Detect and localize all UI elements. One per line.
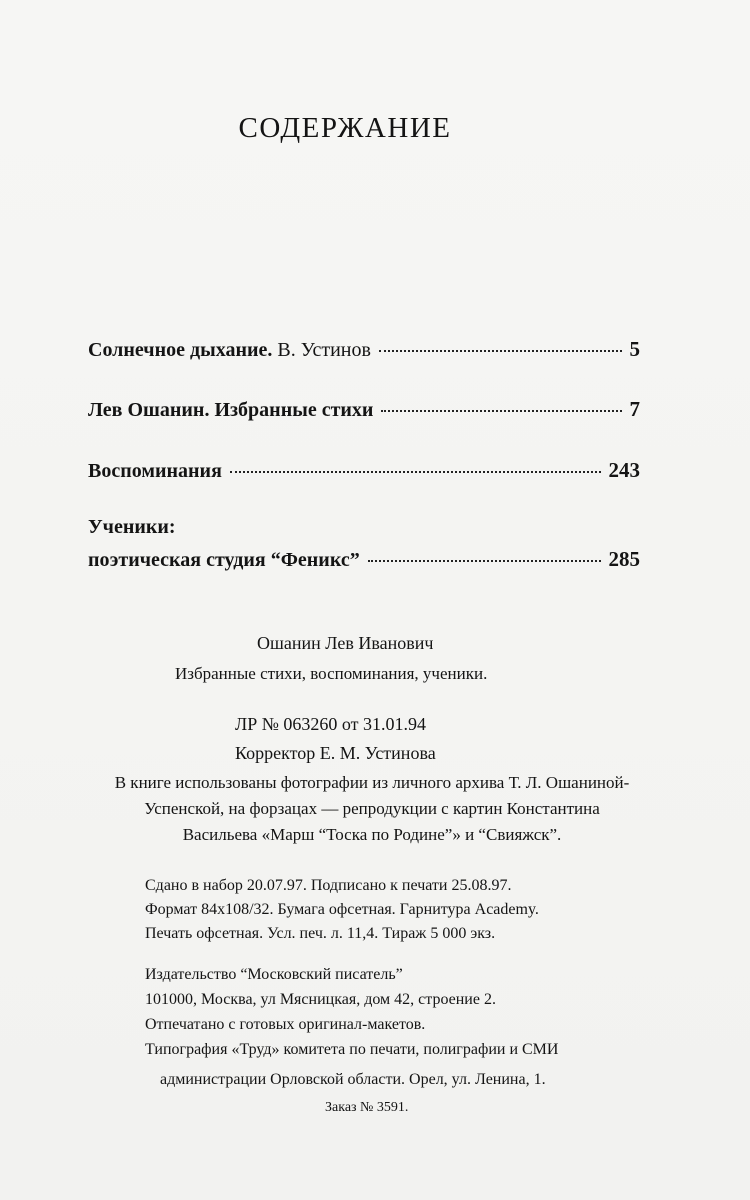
page-title: СОДЕРЖАНИЕ — [238, 112, 452, 144]
toc-page-number: 5 — [629, 337, 640, 361]
imprint-print-dates: Сдано в набор 20.07.97. Подписано к печати 25.08.97. — [145, 877, 512, 894]
photos-line: В книге использованы фотографии из личного архива Т. Л. Ошаниной- — [114, 773, 630, 792]
toc-page-number: 7 — [629, 397, 640, 421]
toc-leader-dots — [230, 471, 601, 473]
photos-line: Васильева «Марш “Тоска по Родине”» и “Свияжск”. — [182, 825, 562, 844]
toc-entry-label: поэтическая студия “Феникс” — [88, 549, 360, 571]
toc-page-number: 285 — [608, 547, 640, 571]
imprint-publisher: Издательство “Московский писатель” — [145, 966, 403, 983]
toc-leader-dots — [381, 410, 621, 412]
toc-leader-dots — [368, 560, 601, 562]
imprint-corrector: Корректор Е. М. Устинова — [235, 743, 436, 763]
imprint-publisher-address: 101000, Москва, ул Мясницкая, дом 42, строение 2. — [145, 991, 496, 1008]
imprint-printed-from: Отпечатано с готовых оригинал-макетов. — [145, 1016, 426, 1033]
imprint-typography: Типография «Труд» комитета по печати, полиграфии и СМИ — [145, 1041, 559, 1058]
toc-entry — [88, 397, 640, 422]
imprint-format: Формат 84x108/32. Бумага офсетная. Гарнитура Academy. — [145, 901, 539, 918]
imprint-photos-note — [82, 770, 662, 848]
toc-entry-label: Воспоминания — [88, 460, 222, 482]
imprint-typography-address: администрации Орловской области. Орел, ул. Ленина, 1. — [160, 1071, 546, 1088]
toc-entry — [88, 547, 640, 572]
photos-line: Успенской, на форзацах — репродукции с картин Константина — [144, 799, 600, 818]
imprint-book-title: Избранные стихи, воспоминания, ученики. — [175, 664, 488, 683]
toc-leader-dots — [379, 350, 622, 352]
toc-entry — [88, 337, 640, 362]
toc-entry-label: Солнечное дыхание. В. Устинов — [88, 339, 371, 361]
imprint-license: ЛР № 063260 от 31.01.94 — [235, 714, 427, 734]
toc-entry — [88, 458, 640, 483]
imprint-order: Заказ № 3591. — [325, 1100, 409, 1115]
toc-entry-heading: Ученики: — [88, 516, 176, 538]
imprint-author: Ошанин Лев Иванович — [257, 633, 434, 653]
toc-entry-label: Лев Ошанин. Избранные стихи — [88, 399, 374, 421]
toc-page-number: 243 — [608, 458, 640, 482]
imprint-circulation: Печать офсетная. Усл. печ. л. 11,4. Тираж 5 000 экз. — [145, 925, 496, 942]
